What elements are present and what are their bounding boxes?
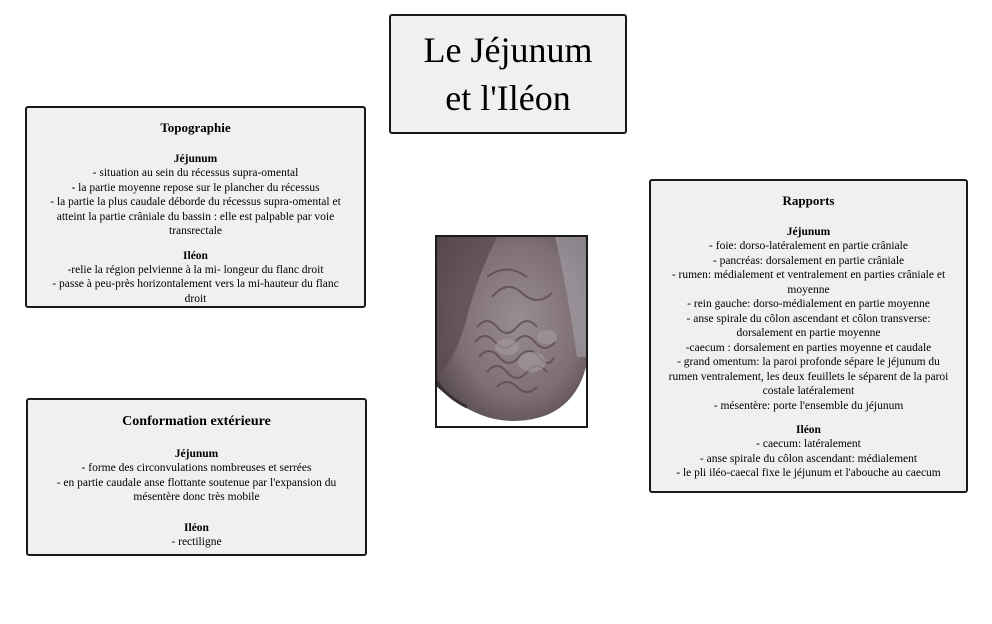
intestine-photo-drawing <box>437 237 586 426</box>
rapports-jejunum-line: - mésentère: porte l'ensemble du jéjunum <box>713 399 904 412</box>
title-line-2: et l'Iléon <box>445 78 571 118</box>
topographie-ileon-label: Iléon <box>183 249 208 262</box>
conformation-ileon-label: Iléon <box>184 521 209 534</box>
rapports-jejunum-line: moyenne <box>787 283 830 296</box>
conformation-jejunum-line: mésentère donc très mobile <box>133 491 260 503</box>
topographie-jejunum-line: - la partie la plus caudale déborde du récessus supra-omental et <box>50 196 341 208</box>
topographie-jejunum-label: Jéjunum <box>173 153 218 165</box>
rapports-ileon-label: Iléon <box>796 424 821 436</box>
conformation-ileon-line: - rectiligne <box>171 535 222 548</box>
rapports-heading: Rapports <box>782 193 835 208</box>
rapports-jejunum-line: dorsalement en partie moyenne <box>736 327 881 339</box>
topographie-box <box>25 106 366 308</box>
topographie-ileon-line: droit <box>184 292 207 305</box>
conformation-jejunum-line: - en partie caudale anse flottante soutenue par l'expansion du <box>56 476 337 489</box>
rapports-ileon-line: - anse spirale du côlon ascendant: médialement <box>699 452 918 465</box>
title-box <box>389 14 627 134</box>
topographie-jejunum-line: transrectale <box>169 225 222 237</box>
rapports-box <box>649 179 968 493</box>
conformation-box <box>26 398 367 556</box>
topographie-ileon-line: -relie la région pelvienne à la mi- longeur du flanc droit <box>67 263 324 276</box>
conformation-jejunum-label: Jéjunum <box>174 448 219 460</box>
rapports-jejunum-line: - pancréas: dorsalement en partie crâniale <box>712 254 905 267</box>
rapports-ileon-line: - caecum: latéralement <box>756 438 861 450</box>
rapports-jejunum-line: - anse spirale du côlon ascendant et côlon transverse: <box>686 312 931 325</box>
rapports-jejunum-line: - rumen: médialement et ventralement en parties crâniale et <box>671 269 946 281</box>
title-line-1: Le Jéjunum <box>423 30 593 70</box>
topographie-ileon-line: - passe à peu-près horizontalement vers la mi-hauteur du flanc <box>52 278 339 290</box>
rapports-jejunum-line: rumen ventralement, les deux feuillets le séparent de la paroi <box>668 370 949 383</box>
topographie-jejunum-line: atteint la partie crâniale du bassin : elle est palpable par voie <box>56 210 335 223</box>
rapports-jejunum-line: -caecum : dorsalement en parties moyenne et caudale <box>685 341 932 354</box>
rapports-jejunum-line: - foie: dorso-latéralement en partie crâniale <box>709 240 908 252</box>
rapports-ileon-line: - le pli iléo-caecal fixe le jéjunum et l'abouche au caecum <box>676 467 941 479</box>
rapports-jejunum-line: costale latéralement <box>762 385 855 397</box>
topographie-jejunum-line: - la partie moyenne repose sur le plancher du récessus <box>71 181 320 194</box>
rapports-jejunum-label: Jéjunum <box>786 226 831 238</box>
conformation-heading: Conformation extérieure <box>122 414 271 429</box>
topographie-jejunum-line: - situation au sein du récessus supra-omental <box>92 167 299 179</box>
topographie-heading: Topographie <box>160 120 231 135</box>
rapports-jejunum-line: - grand omentum: la paroi profonde sépare le jéjunum du <box>677 356 940 368</box>
intestine-photo <box>435 235 588 428</box>
rapports-jejunum-line: - rein gauche: dorso-médialement en partie moyenne <box>687 298 930 310</box>
conformation-jejunum-line: - forme des circonvulations nombreuses et serrées <box>81 462 312 474</box>
